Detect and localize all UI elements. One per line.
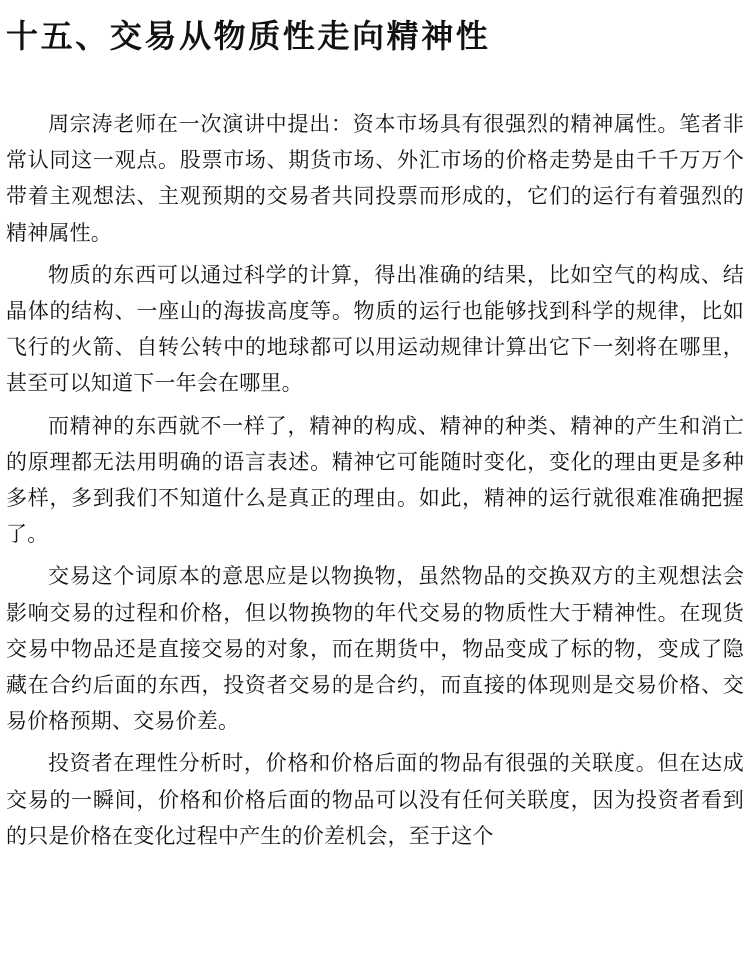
- paragraph-3: 而精神的东西就不一样了，精神的构成、精神的种类、精神的产生和消亡的原理都无法用明确的语言表述。精神它可能随时变化，变化的理由更是多种多样，多到我们不知道什么是真正的理由。如此，精神的运行就很难准确把握了。: [6, 413, 744, 547]
- paragraph-2: 物质的东西可以通过科学的计算，得出准确的结果，比如空气的构成、结晶体的结构、一座山的海拔高度等。物质的运行也能够找到科学的规律，比如飞行的火箭、自转公转中的地球都可以用运动规律计算出它下一刻将在哪里，甚至可以知道下一年会在哪里。: [6, 262, 744, 396]
- chapter-title: 十五、交易从物质性走向精神性: [6, 17, 491, 55]
- body-text: [6, 106, 744, 860]
- paragraph-5: 投资者在理性分析时，价格和价格后面的物品有很强的关联度。但在达成交易的一瞬间，价格和价格后面的物品可以没有任何关联度，因为投资者看到的只是价格在变化过程中产生的价差机会，至于这个: [6, 751, 744, 848]
- paragraph-4: 交易这个词原本的意思应是以物换物，虽然物品的交换双方的主观想法会影响交易的过程和价格，但以物换物的年代交易的物质性大于精神性。在现货交易中物品还是直接交易的对象，而在期货中，物品变成了标的物，变成了隐藏在合约后面的东西，投资者交易的是合约，而直接的体现则是交易价格、交易价格预期、交易价差。: [6, 564, 744, 734]
- paragraph-1: 周宗涛老师在一次演讲中提出：资本市场具有很强烈的精神属性。笔者非常认同这一观点。股票市场、期货市场、外汇市场的价格走势是由千千万万个带着主观想法、主观预期的交易者共同投票而形成的，它们的运行有着强烈的精神属性。: [6, 112, 744, 245]
